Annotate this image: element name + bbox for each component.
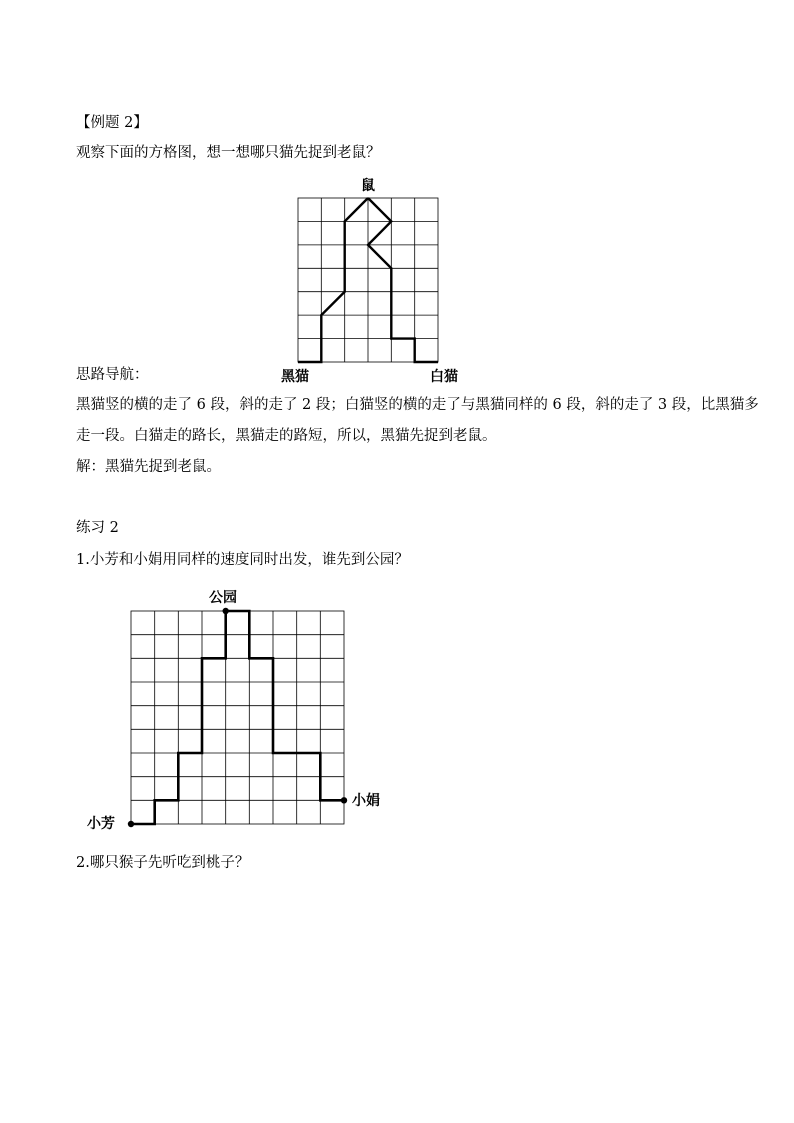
explanation-line-2: 走一段。白猫走的路长，黑猫走的路短，所以，黑猫先捉到老鼠。 [76, 428, 497, 444]
park-point [223, 608, 229, 614]
hint-label: 思路导航： [76, 367, 149, 383]
practice-question-2: 2.哪只猴子先听吃到桃子？ [76, 855, 250, 871]
xiaofang-label: 小芳 [87, 816, 115, 832]
practice-question-1: 1.小芳和小娟用同样的速度同时出发，谁先到公园？ [76, 552, 409, 568]
example-question: 观察下面的方格图，想一想哪只猫先捉到老鼠？ [76, 145, 381, 161]
xiaojuan-start-point [341, 797, 347, 803]
xiaofang-start-point [128, 821, 134, 827]
explanation-line-1: 黑猫竖的横的走了 6 段，斜的走了 2 段；白猫竖的横的走了与黑猫同样的 6 段，斜的走了 3 段，比黑猫多 [76, 397, 759, 413]
cat-grid-lines [298, 198, 438, 362]
white-cat-label: 白猫 [430, 369, 458, 385]
mouse-label: 鼠 [361, 178, 375, 194]
practice-heading: 练习 2 [76, 520, 119, 536]
park-grid-figure [131, 611, 346, 828]
answer: 解：黑猫先捉到老鼠。 [76, 459, 221, 475]
white-cat-path [368, 198, 438, 362]
example-heading: 【例题 2】 [76, 115, 148, 131]
black-cat-path [298, 198, 368, 362]
xiaojuan-label: 小娟 [352, 793, 380, 809]
cat-grid-figure [298, 198, 439, 364]
park-label: 公园 [209, 590, 237, 606]
black-cat-label: 黑猫 [281, 369, 309, 385]
park-grid-lines [131, 611, 344, 824]
